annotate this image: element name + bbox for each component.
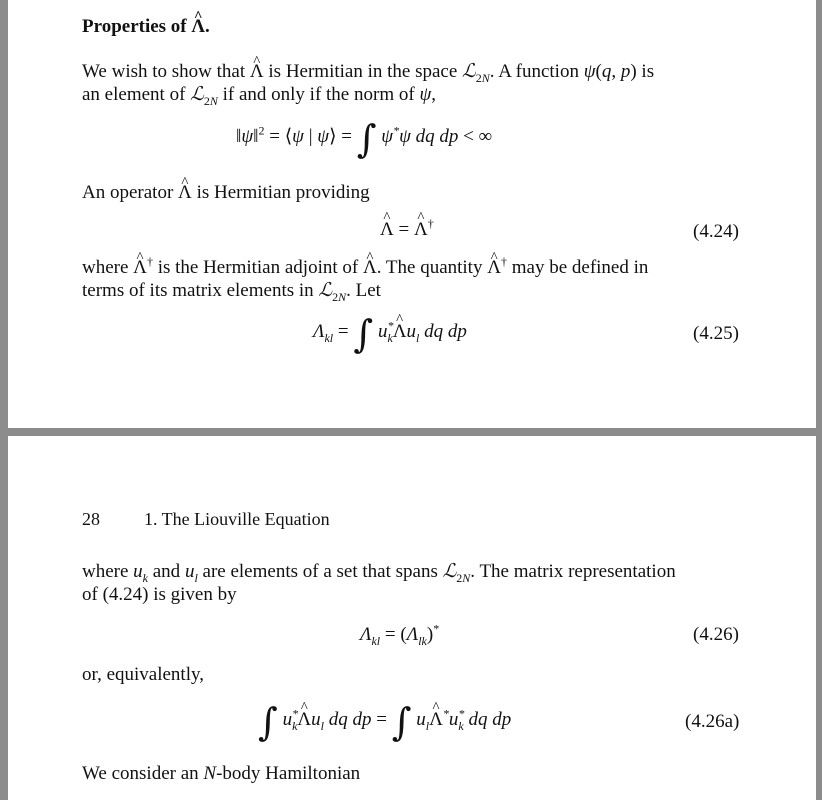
equation-number: (4.26)	[693, 624, 739, 645]
equation-number: (4.24)	[693, 221, 739, 242]
norm-equation: ‖ψ‖$^2$ = ⟨ψ | ψ⟩ = ∫ ψ*ψ dq dp < ∞	[236, 117, 493, 161]
equation-4-25: $\Lambda_{kl}$ = ∫ $u^*_k\^{}$ $\Lambda u_l$ dq dp	[313, 315, 467, 353]
equation-4-24: ^ Λ = ^ Λ†	[380, 219, 434, 241]
paragraph-line: where $u_k$ and $u_l$ are elements of a set that spans ℒ$_{2N}$. The matrix representation	[82, 560, 676, 585]
page-top	[8, 0, 816, 428]
paragraph-line: We consider an N-body Hamiltonian	[82, 763, 361, 784]
equation-number: (4.25)	[693, 323, 739, 344]
paragraph-line: terms of its matrix elements in ℒ$_{2N}$. Let	[82, 279, 381, 304]
chapter-title: 1. The Liouville Equation	[144, 509, 330, 529]
paragraph-line: or, equivalently,	[82, 664, 204, 685]
page-bottom	[8, 436, 816, 800]
lambda-hat-symbol: ^ Λ	[191, 15, 205, 38]
paragraph-line: of (4.24) is given by	[82, 584, 237, 605]
section-heading: Properties of ^ Λ.	[82, 15, 210, 38]
paragraph-line: where ^ Λ† is the Hermitian adjoint of ^ Λ. The quantity ^ Λ† may be defined in	[82, 256, 648, 279]
paragraph-line: an element of ℒ$_{2N}$ if and only if the norm of ψ,	[82, 83, 436, 108]
equation-4-26: $\Lambda_{kl} = (\Lambda_{lk})^*$	[360, 621, 440, 648]
equation-number: (4.26a)	[685, 711, 740, 732]
equation-4-26a: ∫ $u^*_k\^{}$ $\Lambda u_l$ dq dp = ∫ $u_l\^{}$ $\Lambda^*u^*_k$ dq dp	[258, 703, 511, 741]
paragraph-line: An operator ^ Λ is Hermitian providing	[82, 181, 370, 204]
paragraph-line: We wish to show that ^ Λ is Hermitian in the space ℒ$_{2N}$. A function ψ(q, p) is	[82, 60, 654, 83]
page-number: 28	[82, 509, 100, 529]
